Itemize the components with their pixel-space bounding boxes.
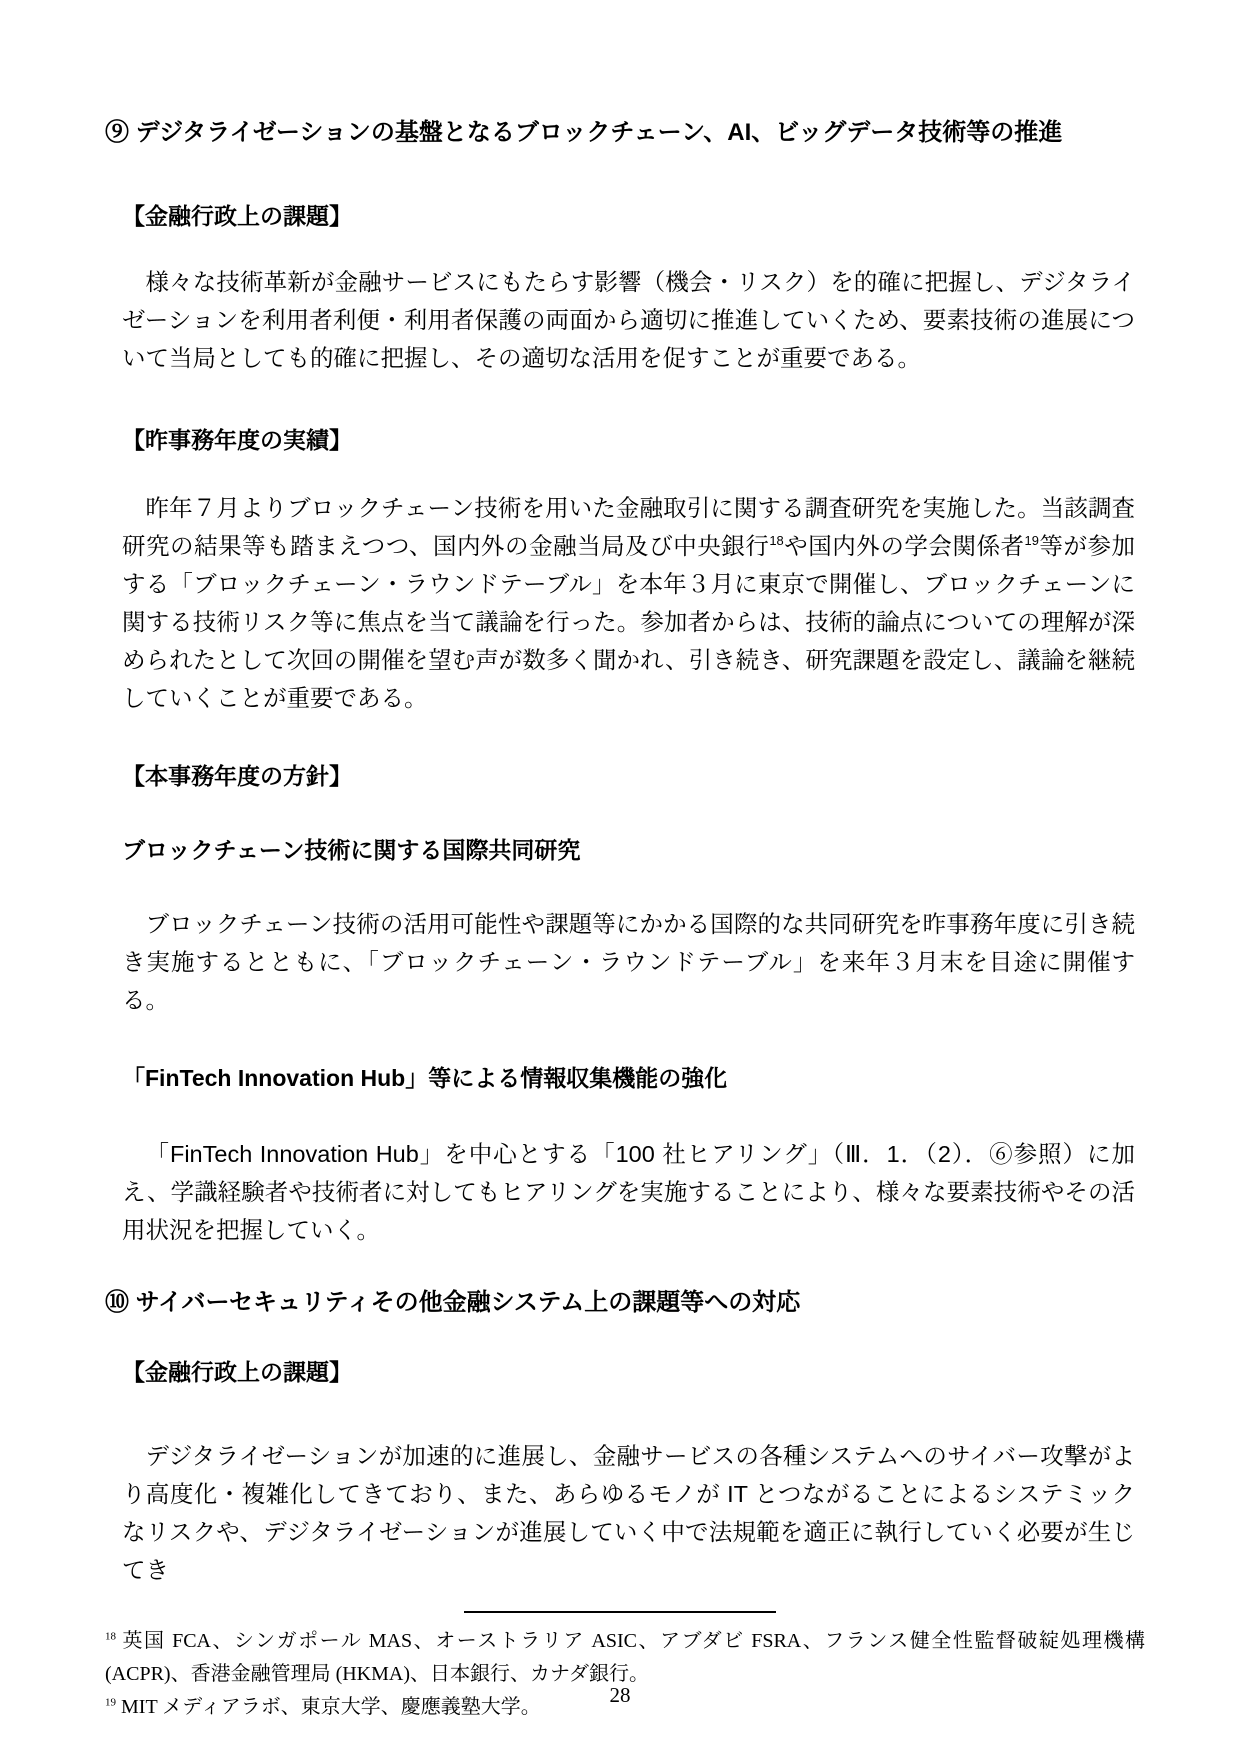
footnote-ref: 18 [769,533,784,549]
footnote-19-marker: 19 [105,1696,116,1709]
subheading-blockchain-international-joint-research: ブロックチェーン技術に関する国際共同研究 [122,837,581,863]
section-label-this-year-policy: 【本事務年度の方針】 [122,763,352,789]
subheading-fintech-innovation-hub: 「FinTech Innovation Hub」等による情報収集機能の強化 [122,1065,728,1091]
page-number: 28 [609,1683,631,1707]
section-9-heading: ⑨ デジタライゼーションの基盤となるブロックチェーン、AI、ビッグデータ技術等の推進 [105,119,1063,146]
section-label-financial-administration-issues-2: 【金融行政上の課題】 [122,1359,352,1385]
footnote-19-text: MIT メディアラボ、東京大学、慶應義塾大学。 [116,1696,541,1718]
paragraph-digitalization-issues: 様々な技術革新が金融サービスにもたらす影響（機会・リスク）を的確に把握し、デジタライゼーションを利用者利便・利用者保護の両面から適切に推進していくため、要素技術の進展について当局としても的確に把握し、その適切な活用を促すことが重要である。 [122,269,1135,371]
section-label-last-year-results: 【昨事務年度の実績】 [122,427,352,453]
footnote-separator-rule [464,1611,776,1613]
paragraph-blockchain-joint-research: ブロックチェーン技術の活用可能性や課題等にかかる国際的な共同研究を昨事務年度に引き続き実施するとともに、「ブロックチェーン・ラウンドテーブル」を来年３月末を目途に開催する。 [122,911,1135,1013]
footnote-18-marker: 18 [105,1630,116,1643]
section-label-financial-administration-issues-1: 【金融行政上の課題】 [122,203,352,229]
page-content [105,0,1145,1724]
footnote-ref: 19 [1024,533,1039,549]
section-10-heading: ⑩ サイバーセキュリティその他金融システム上の課題等への対応 [105,1289,801,1316]
footnote-18 [105,1625,1145,1691]
paragraph-blockchain-research-results: 昨年７月よりブロックチェーン技術を用いた金融取引に関する調査研究を実施した。当該調査研究の結果等も踏まえつつ、国内外の金融当局及び中央銀行$^{18}$や国内外の学会関係者$^{19}$等が参加する「ブロックチェーン・ラウンドテーブル」を本年３月に東京で開催し、ブロックチェーンに関する技術リスク等に焦点を当て議論を行った。参加者からは、技術的論点についての理解が深められたとして次回の開催を望む声が数多く聞かれ、引き続き、研究課題を設定し、議論を継続していくことが重要である。 [122,495,1136,711]
paragraph-cybersecurity-issues: デジタライゼーションが加速的に進展し、金融サービスの各種システムへのサイバー攻撃がより高度化・複雑化してきており、また、あらゆるモノが IT とつながることによるシステミックなリスクや、デジタライゼーションが進展していく中で法規範を適正に執行していく必要が生じてき [122,1443,1135,1583]
paragraph-fintech-hub-hearing: 「FinTech Innovation Hub」を中心とする「100 社ヒアリング」（Ⅲ．1．（2）．⑥参照）に加え、学識経験者や技術者に対してもヒアリングを実施することにより、様々な要素技術やその活用状況を把握していく。 [122,1141,1135,1243]
footnote-18-text: 英国 FCA、シンガポール MAS、オーストラリア ASIC、アブダビ FSRA、フランス健全性監督破綻処理機構 (ACPR)、香港金融管理局 (HKMA)、日本銀行、カナダ銀行。 [105,1630,1145,1685]
